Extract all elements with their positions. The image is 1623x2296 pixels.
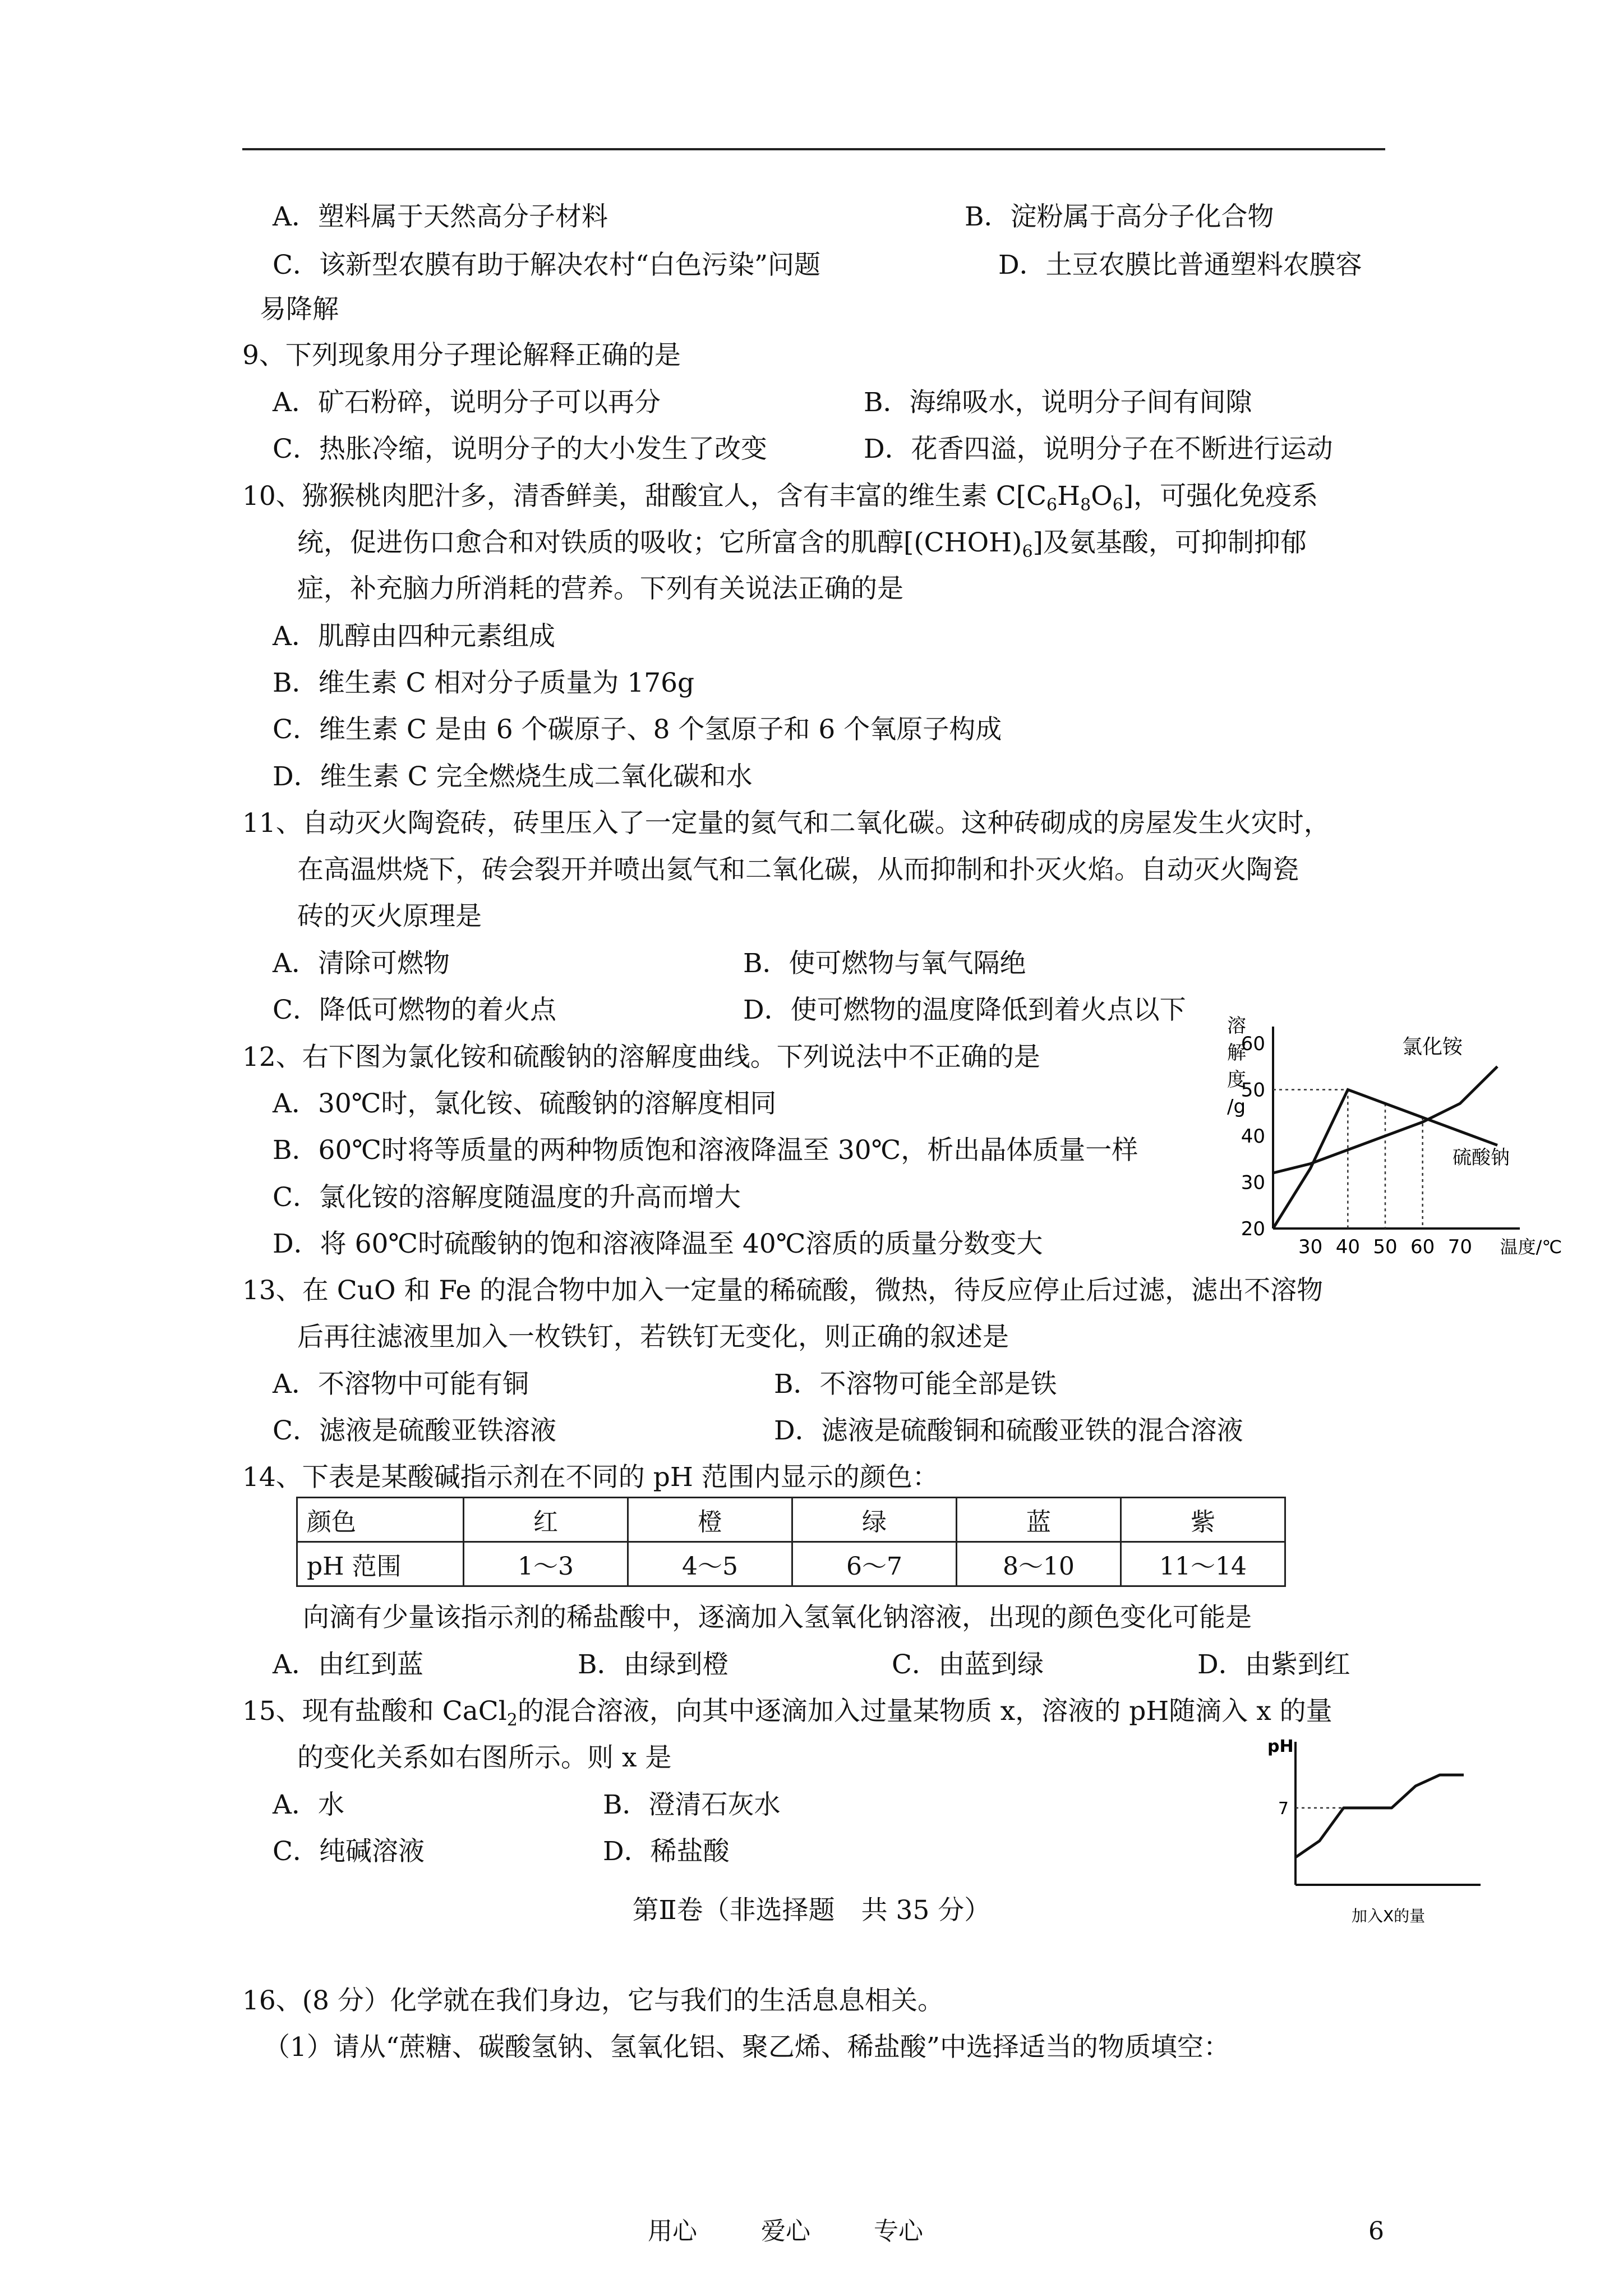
- q14-option-d: D．由紫到红: [1197, 1649, 1350, 1680]
- y-axis-label: pH: [1267, 1737, 1294, 1756]
- indicator-color-table: [296, 1497, 1286, 1587]
- section-2-title: 第Ⅱ卷（非选择题 共 35 分）: [632, 1895, 991, 1926]
- q8-option-a: A．塑料属于天然高分子材料: [273, 201, 608, 232]
- table-row: [297, 1542, 1285, 1586]
- ph-curve: [1295, 1775, 1464, 1857]
- q12-option-a: A．30℃时，氯化铵、硫酸钠的溶解度相同: [273, 1088, 777, 1119]
- q16-stem: 16、(8 分）化学就在我们身边，它与我们的生活息息相关。: [242, 1985, 944, 2016]
- solubility-chart: [1217, 1010, 1562, 1258]
- table-row: [297, 1498, 1285, 1542]
- q13-option-a: A．不溶物中可能有铜: [273, 1369, 529, 1400]
- x-tick-label: 30: [1298, 1236, 1323, 1258]
- page-number: 6: [1368, 2217, 1384, 2246]
- table-cell: 11～14: [1121, 1542, 1285, 1586]
- table-cell: 颜色: [297, 1498, 464, 1542]
- q14-after-text: 向滴有少量该指示剂的稀盐酸中，逐滴加入氢氧化钠溶液，出现的颜色变化可能是: [303, 1602, 1252, 1633]
- q14-stem: 14、下表是某酸碱指示剂在不同的 pH 范围内显示的颜色：: [242, 1462, 939, 1493]
- table-cell: 8～10: [957, 1542, 1121, 1586]
- q9-option-c: C．热胀冷缩，说明分子的大小发生了改变: [273, 434, 767, 464]
- y-tick-label: 30: [1241, 1171, 1265, 1194]
- q8-option-d: D．土豆农膜比普通塑料农膜容: [998, 250, 1362, 280]
- y-tick-label: 20: [1241, 1218, 1265, 1240]
- table-cell: pH 范围: [297, 1542, 464, 1586]
- y-axis-label-char: /g: [1227, 1096, 1246, 1118]
- table-cell: 红: [464, 1498, 628, 1542]
- x-tick-label: 50: [1373, 1236, 1398, 1258]
- q11-option-c: C．降低可燃物的着火点: [273, 995, 556, 1025]
- q12-option-c: C．氯化铵的溶解度随温度的升高而增大: [273, 1182, 741, 1213]
- series-label-ammonium-chloride: 氯化铵: [1402, 1036, 1463, 1059]
- q14-option-c: C．由蓝到绿: [892, 1649, 1044, 1680]
- q9-option-d: D．花香四溢，说明分子在不断进行运动: [864, 434, 1333, 464]
- y-tick-label: 40: [1241, 1125, 1265, 1148]
- solubility-chart-axes: [1273, 1027, 1520, 1228]
- table-cell: 4～5: [628, 1542, 792, 1586]
- q11-line3: 砖的灭火原理是: [297, 901, 482, 932]
- q14-option-a: A．由红到蓝: [273, 1649, 423, 1680]
- q13-line2: 后再往滤液里加入一枚铁钉，若铁钉无变化，则正确的叙述是: [297, 1322, 1009, 1352]
- y-axis-label-char: 度: [1227, 1069, 1246, 1091]
- ph-chart-axes: [1295, 1742, 1481, 1885]
- q16-part1: （1）请从“蔗糖、碳酸氢钠、氢氧化铝、聚乙烯、稀盐酸”中选择适当的物质填空：: [264, 2032, 1230, 2063]
- q8-option-b: B．淀粉属于高分子化合物: [965, 201, 1274, 232]
- q15-option-d: D．稀盐酸: [603, 1836, 730, 1867]
- table-cell: 1～3: [464, 1542, 628, 1586]
- footer-motto-2: 爱心: [761, 2217, 810, 2246]
- series-label-sodium-sulfate: 硫酸钠: [1453, 1147, 1510, 1169]
- q12-option-d: D．将 60℃时硫酸钠的饱和溶液降温至 40℃溶质的质量分数变大: [273, 1228, 1043, 1259]
- q11-option-d: D．使可燃物的温度降低到着火点以下: [743, 995, 1186, 1025]
- q9-option-b: B．海绵吸水，说明分子间有间隙: [864, 387, 1252, 418]
- q13-option-b: B．不溶物可能全部是铁: [774, 1369, 1057, 1400]
- q9-stem: 9、下列现象用分子理论解释正确的是: [242, 340, 681, 371]
- x-tick-label: 70: [1447, 1236, 1472, 1258]
- footer-motto-3: 专心: [874, 2217, 923, 2246]
- q9-option-a: A．矿石粉碎，说明分子可以再分: [273, 387, 661, 418]
- q10-line1: 10、猕猴桃肉肥汁多，清香鲜美，甜酸宜人，含有丰富的维生素 $C[C_6H_8O_6]$，可强化免疫系: [242, 481, 1318, 515]
- q13-option-c: C．滤液是硫酸亚铁溶液: [273, 1415, 556, 1446]
- q8-option-c: C．该新型农膜有助于解决农村“白色污染”问题: [273, 250, 821, 280]
- q10-option-b: B．维生素 C 相对分子质量为 176g: [273, 668, 695, 698]
- q12-option-b: B．60℃时将等质量的两种物质饱和溶液降温至 30℃，析出晶体质量一样: [273, 1135, 1138, 1166]
- q15-line2: 的变化关系如右图所示。则 x 是: [297, 1742, 672, 1773]
- ph-chart-series: [1295, 1775, 1464, 1857]
- header-rule: [242, 148, 1385, 150]
- q15-line1: 15、现有盐酸和 CaCl$_2$的混合溶液，向其中逐滴加入过量某物质 x，溶液的 pH随滴入 x 的量: [242, 1696, 1332, 1730]
- q14-option-b: B．由绿到橙: [578, 1649, 729, 1680]
- y-axis-label-char: 溶: [1227, 1015, 1246, 1037]
- table-cell: 紫: [1121, 1498, 1285, 1542]
- x-axis-label: 加入X的量: [1352, 1907, 1426, 1925]
- x-tick-label: 40: [1335, 1236, 1360, 1258]
- x-tick-label: 60: [1410, 1236, 1435, 1258]
- q12-stem: 12、右下图为氯化铵和硫酸钠的溶解度曲线。下列说法中不正确的是: [242, 1042, 1040, 1073]
- table-cell: 6～7: [792, 1542, 957, 1586]
- q11-line2: 在高温烘烧下，砖会裂开并喷出氦气和二氧化碳，从而抑制和扑灭火焰。自动灭火陶瓷: [297, 854, 1299, 885]
- q11-option-a: A．清除可燃物: [273, 948, 450, 979]
- q11-option-b: B．使可燃物与氧气隔绝: [743, 948, 1026, 979]
- y-tick-label: 7: [1278, 1798, 1289, 1819]
- q8-option-d-cont: 易降解: [260, 294, 339, 325]
- q10-option-d: D．维生素 C 完全燃烧生成二氧化碳和水: [273, 761, 753, 792]
- q15-option-b: B．澄清石灰水: [603, 1789, 781, 1820]
- q15-option-c: C．纯碱溶液: [273, 1836, 425, 1867]
- x-axis-label: 温度/℃: [1500, 1236, 1562, 1258]
- y-tick-label: 60: [1241, 1033, 1265, 1055]
- footer-motto-1: 用心: [648, 2217, 697, 2246]
- q10-line2: 统，促进伤口愈合和对铁质的吸收；它所富含的肌醇$[(CHOH)_6]$及氨基酸，可抑制抑郁: [297, 527, 1307, 562]
- q13-line1: 13、在 CuO 和 Fe 的混合物中加入一定量的稀硫酸，微热，待反应停止后过滤，滤出不溶物: [242, 1275, 1324, 1306]
- y-tick-label: 50: [1241, 1079, 1265, 1102]
- table-cell: 蓝: [957, 1498, 1121, 1542]
- q11-line1: 11、自动灭火陶瓷砖，砖里压入了一定量的氦气和二氧化碳。这种砖砌成的房屋发生火灾时，: [242, 808, 1330, 839]
- q10-line3: 症，补充脑力所消耗的营养。下列有关说法正确的是: [297, 573, 903, 604]
- y-axis-label-char: 解: [1227, 1042, 1246, 1064]
- q10-option-c: C．维生素 C 是由 6 个碳原子、8 个氢原子和 6 个氧原子构成: [273, 714, 1002, 745]
- q15-option-a: A．水: [273, 1789, 344, 1820]
- table-cell: 橙: [628, 1498, 792, 1542]
- table-cell: 绿: [792, 1498, 957, 1542]
- q13-option-d: D．滤液是硫酸铜和硫酸亚铁的混合溶液: [774, 1415, 1243, 1446]
- q10-option-a: A．肌醇由四种元素组成: [273, 621, 555, 652]
